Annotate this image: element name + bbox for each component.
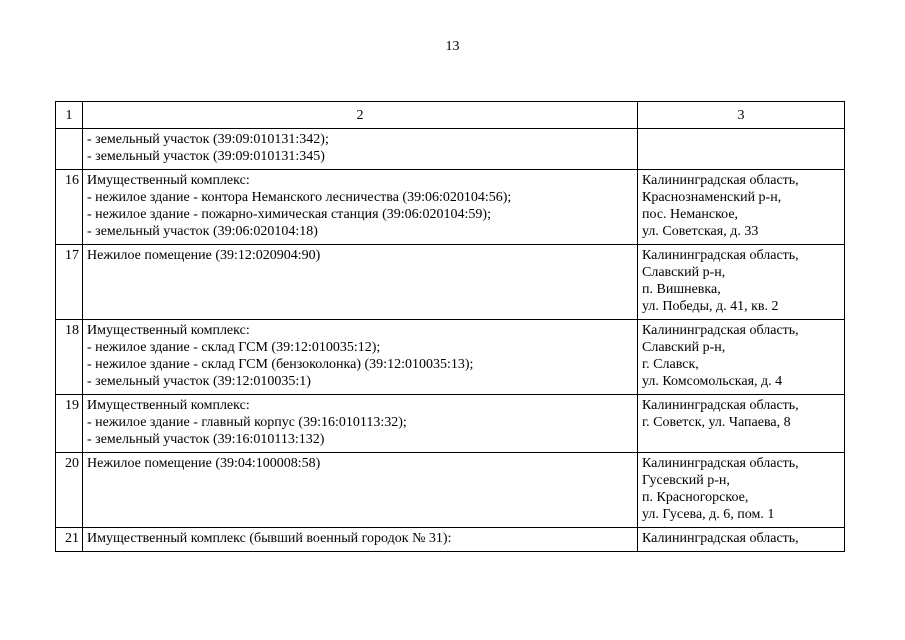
object-description-line: - нежилое здание - склад ГСМ (39:12:010035:12); <box>87 340 381 355</box>
address-line: Славский р-н, <box>642 265 726 280</box>
address-cell <box>638 320 845 395</box>
row-number: 20 <box>56 453 83 528</box>
address-line: Гусевский р-н, <box>642 473 730 488</box>
table-row <box>56 528 845 552</box>
address-line: Калининградская область, <box>642 398 799 413</box>
object-description-line: - земельный участок (39:09:010131:345) <box>87 149 325 164</box>
row-number: 18 <box>56 320 83 395</box>
address-line: п. Вишневка, <box>642 282 721 297</box>
object-description-cell <box>83 320 638 395</box>
address-line: г. Советск, ул. Чапаева, 8 <box>642 415 791 430</box>
object-description-line: - нежилое здание - склад ГСМ (бензоколонка) (39:12:010035:13); <box>87 357 474 372</box>
column-header: 2 <box>83 102 638 129</box>
address-line: Калининградская область, <box>642 323 799 338</box>
address-line: Славский р-н, <box>642 340 726 355</box>
address-cell <box>638 245 845 320</box>
table-row <box>56 320 845 395</box>
address-cell <box>638 453 845 528</box>
object-description-cell <box>83 528 638 552</box>
row-number: 19 <box>56 395 83 453</box>
object-description-line: Имущественный комплекс: <box>87 173 250 188</box>
table-row <box>56 453 845 528</box>
address-cell <box>638 528 845 552</box>
address-line: Калининградская область, <box>642 456 799 471</box>
object-description-line: - нежилое здание - контора Неманского лесничества (39:06:020104:56); <box>87 190 512 205</box>
address-line: п. Красногорское, <box>642 490 749 505</box>
object-description-line: - нежилое здание - главный корпус (39:16:010113:32); <box>87 415 407 430</box>
row-number <box>56 129 83 170</box>
object-description-line: Имущественный комплекс: <box>87 398 250 413</box>
object-description-cell <box>83 170 638 245</box>
object-description-cell <box>83 453 638 528</box>
object-description-line: Имущественный комплекс (бывший военный городок № 31): <box>87 531 452 546</box>
table-row <box>56 395 845 453</box>
address-line: Калининградская область, <box>642 248 799 263</box>
address-line: ул. Гусева, д. 6, пом. 1 <box>642 507 775 522</box>
object-description-line: - земельный участок (39:06:020104:18) <box>87 224 318 239</box>
row-number: 17 <box>56 245 83 320</box>
address-cell <box>638 129 845 170</box>
address-line: ул. Комсомольская, д. 4 <box>642 374 783 389</box>
object-description-cell <box>83 129 638 170</box>
page-number: 13 <box>445 39 460 54</box>
object-description-line: Нежилое помещение (39:04:100008:58) <box>87 456 321 471</box>
column-header: 3 <box>638 102 845 129</box>
address-line: Калининградская область, <box>642 531 799 546</box>
column-header: 1 <box>56 102 83 129</box>
address-line: пос. Неманское, <box>642 207 739 222</box>
address-line: ул. Победы, д. 41, кв. 2 <box>642 299 779 314</box>
object-description-line: - земельный участок (39:16:010113:132) <box>87 432 325 447</box>
address-line: Калининградская область, <box>642 173 799 188</box>
object-description-line: Имущественный комплекс: <box>87 323 250 338</box>
row-number: 16 <box>56 170 83 245</box>
object-description-line: - нежилое здание - пожарно-химическая станция (39:06:020104:59); <box>87 207 491 222</box>
object-description-line: - земельный участок (39:09:010131:342); <box>87 132 329 147</box>
object-description-cell <box>83 395 638 453</box>
table-header-row <box>56 102 845 129</box>
property-table <box>55 101 845 552</box>
address-line: ул. Советская, д. 33 <box>642 224 759 239</box>
row-number: 21 <box>56 528 83 552</box>
object-description-cell <box>83 245 638 320</box>
table-row <box>56 170 845 245</box>
object-description-line: Нежилое помещение (39:12:020904:90) <box>87 248 321 263</box>
object-description-line: - земельный участок (39:12:010035:1) <box>87 374 311 389</box>
address-cell <box>638 170 845 245</box>
table-row <box>56 129 845 170</box>
address-line: Краснознаменский р-н, <box>642 190 782 205</box>
address-line: г. Славск, <box>642 357 699 372</box>
table-row <box>56 245 845 320</box>
address-cell <box>638 395 845 453</box>
